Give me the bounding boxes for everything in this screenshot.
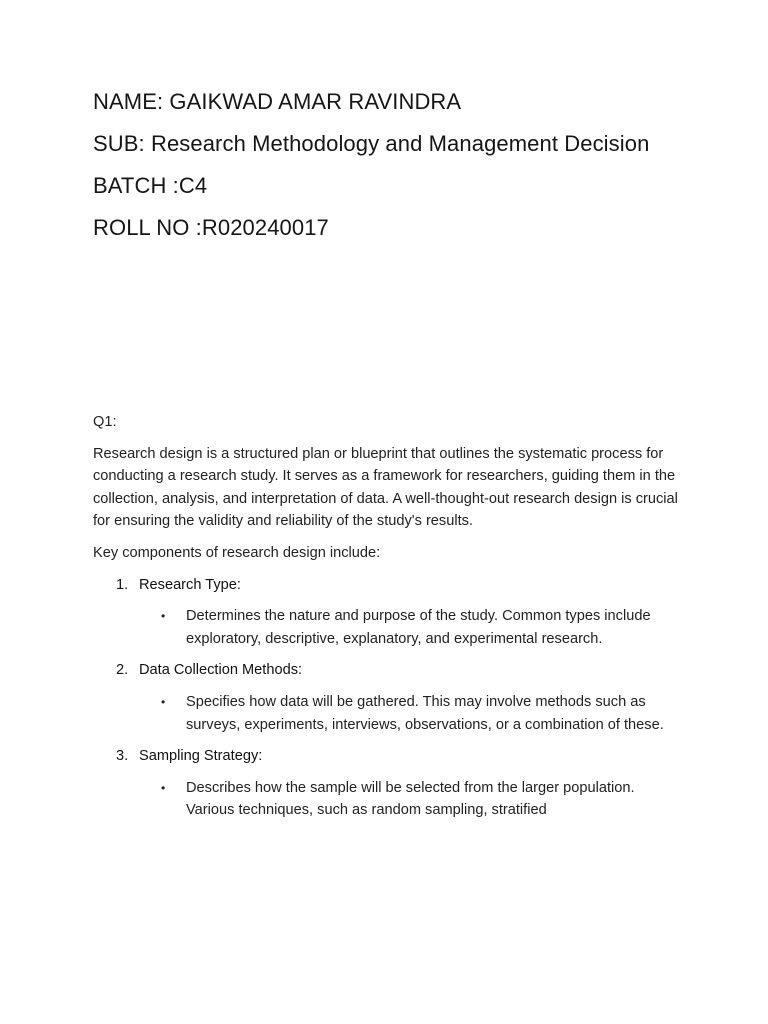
bullet-text: Describes how the sample will be selected from the larger population. Various techniques, such as random sampling, stratified	[186, 779, 635, 819]
roll-number-line: ROLL NO :R020240017	[93, 215, 329, 240]
bullet-list	[93, 777, 693, 822]
bullet-list	[93, 691, 693, 736]
bullet-list	[93, 605, 693, 650]
component-title: Research Type:	[139, 576, 241, 593]
bullet-text: Specifies how data will be gathered. This may involve methods such as surveys, experiments, interviews, observations, or a combination of these.	[186, 693, 664, 733]
bullet-item	[93, 691, 682, 736]
list-item	[93, 745, 693, 822]
subject-line: SUB: Research Methodology and Management Decision	[93, 131, 650, 156]
component-heading	[93, 574, 693, 597]
component-number: 3.	[116, 748, 129, 765]
intro-paragraph: Research design is a structured plan or blueprint that outlines the systematic process for conducting a research study. It serves as a framework for researchers, guiding them in the collection, analysis, and interpretation of data. A well-thought-out research design is crucial for ensuring the validity and reliability of the study's results.	[93, 445, 678, 530]
component-heading	[93, 659, 693, 682]
component-number: 2.	[116, 662, 129, 679]
answer-body	[93, 411, 693, 831]
bullet-item	[93, 777, 682, 822]
bullet-item	[93, 605, 682, 650]
student-header	[93, 86, 653, 254]
component-title: Sampling Strategy:	[139, 748, 263, 765]
batch-line: BATCH :C4	[93, 173, 208, 198]
component-heading	[93, 745, 693, 768]
bullet-text: Determines the nature and purpose of the study. Common types include exploratory, descriptive, explanatory, and experimental research.	[186, 608, 651, 647]
component-title: Data Collection Methods:	[139, 662, 303, 679]
component-number: 1.	[116, 576, 129, 593]
components-intro: Key components of research design include:	[93, 544, 381, 561]
bullet-icon: •	[161, 780, 166, 795]
components-list	[93, 574, 693, 822]
list-item	[93, 659, 693, 736]
student-name: NAME: GAIKWAD AMAR RAVINDRA	[93, 89, 462, 114]
list-item	[93, 574, 693, 651]
question-label: Q1:	[93, 414, 117, 430]
bullet-icon: •	[161, 609, 166, 624]
bullet-icon: •	[161, 694, 166, 709]
